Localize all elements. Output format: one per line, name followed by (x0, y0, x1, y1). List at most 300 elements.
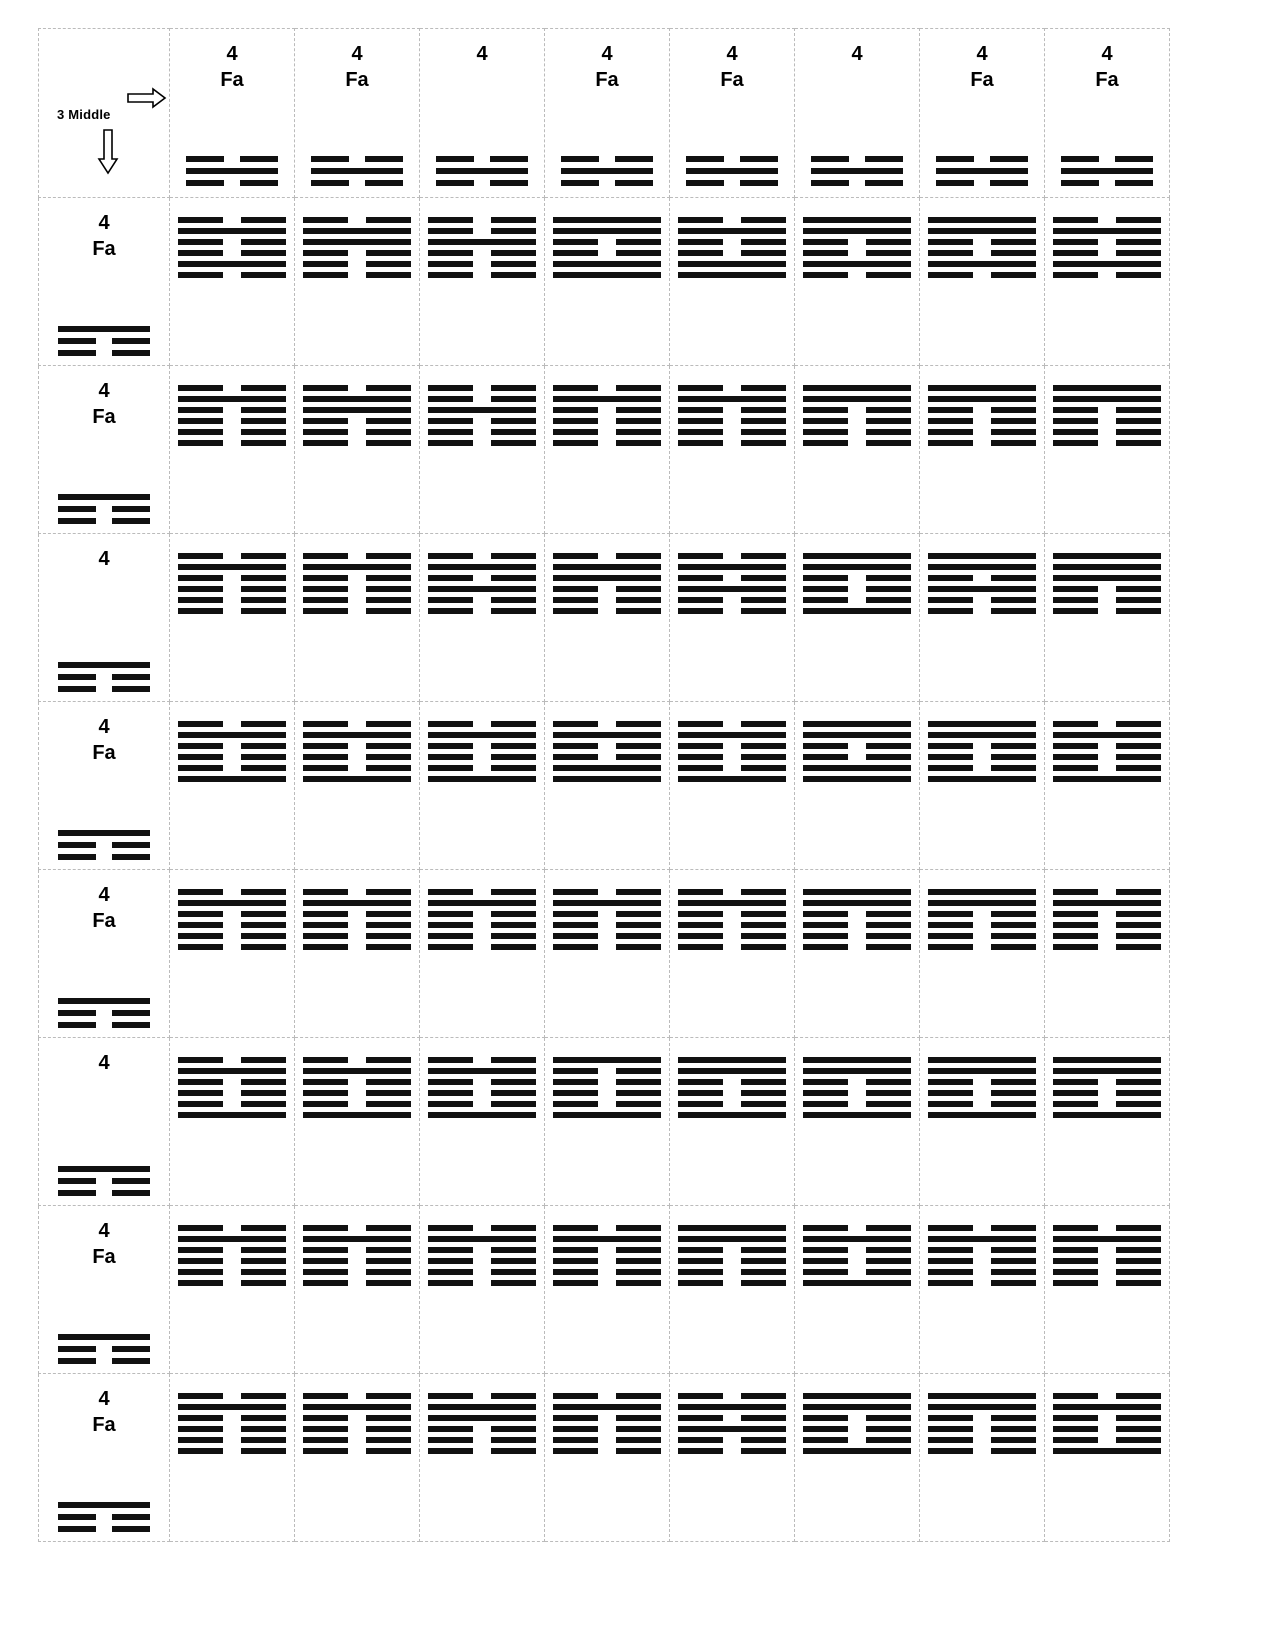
yin-line (303, 1258, 411, 1264)
yin-line (553, 407, 661, 413)
column-header-2 (420, 29, 545, 198)
yin-line (178, 1101, 286, 1107)
hexagram-cell-r5-c7 (1045, 1038, 1170, 1206)
yin-line (178, 575, 286, 581)
yin-line (678, 911, 786, 917)
yin-line (58, 1526, 150, 1532)
yang-line (58, 494, 150, 500)
hexagram (428, 884, 536, 955)
column-number: 4 (726, 43, 738, 65)
row-header-5 (39, 1038, 170, 1206)
yang-line (1061, 168, 1153, 174)
yin-line (303, 597, 411, 603)
yang-line (428, 407, 536, 413)
yang-line (678, 1057, 786, 1063)
row-header-1 (39, 366, 170, 534)
yin-line (428, 272, 536, 278)
yin-line (303, 1393, 411, 1399)
row-number: 4 (98, 1052, 110, 1074)
row-number: 4 (98, 884, 110, 906)
yang-line (178, 228, 286, 234)
yin-line (936, 180, 1028, 186)
yang-line (1053, 1236, 1161, 1242)
hexagram (803, 380, 911, 451)
yin-line (178, 1426, 286, 1432)
hexagram-cell-r2-c7 (1045, 534, 1170, 702)
trigram (58, 992, 150, 1034)
yin-line (303, 1057, 411, 1063)
yin-line (178, 754, 286, 760)
yang-line (553, 1057, 661, 1063)
yang-line (678, 1225, 786, 1231)
hexagram-cell-r2-c1 (295, 534, 420, 702)
hexagram-cell-r0-c5 (795, 198, 920, 366)
yin-line (928, 1280, 1036, 1286)
yin-line (436, 180, 528, 186)
yang-line (303, 396, 411, 402)
yin-line (303, 418, 411, 424)
yang-line (1053, 228, 1161, 234)
yin-line (303, 1101, 411, 1107)
trigram (58, 1496, 150, 1538)
hexagram (678, 548, 786, 619)
hexagram (303, 1220, 411, 1291)
yin-line (803, 250, 911, 256)
trigram (936, 150, 1028, 192)
hexagram-cell-r3-c7 (1045, 702, 1170, 870)
yin-line (178, 1057, 286, 1063)
yin-line (553, 1426, 661, 1432)
hexagram-cell-r6-c5 (795, 1206, 920, 1374)
yin-line (58, 842, 150, 848)
column-header-1 (295, 29, 420, 198)
column-number: 4 (1101, 43, 1113, 65)
yin-line (303, 250, 411, 256)
yin-line (303, 933, 411, 939)
yin-line (303, 261, 411, 267)
yang-line (1053, 900, 1161, 906)
yang-line (553, 272, 661, 278)
hexagram (303, 212, 411, 283)
hexagram-cell-r6-c0 (170, 1206, 295, 1374)
yin-line (803, 586, 911, 592)
yin-line (1053, 1079, 1161, 1085)
yang-line (553, 765, 661, 771)
yang-line (553, 732, 661, 738)
hexagram (928, 1052, 1036, 1123)
yang-line (1053, 776, 1161, 782)
hexagram (428, 380, 536, 451)
yin-line (553, 754, 661, 760)
yin-line (678, 575, 786, 581)
yin-line (928, 272, 1036, 278)
yang-line (303, 228, 411, 234)
yin-line (811, 180, 903, 186)
yin-line (1053, 440, 1161, 446)
hexagram-cell-r3-c4 (670, 702, 795, 870)
yin-line (803, 575, 911, 581)
yin-line (1053, 239, 1161, 245)
yin-line (178, 1415, 286, 1421)
yin-line (803, 933, 911, 939)
yang-line (553, 396, 661, 402)
yin-line (928, 1247, 1036, 1253)
hexagram (1053, 212, 1161, 283)
yin-line (428, 911, 536, 917)
yin-line (1053, 1280, 1161, 1286)
yin-line (303, 743, 411, 749)
yin-line (178, 440, 286, 446)
yang-line (678, 1404, 786, 1410)
yin-line (678, 889, 786, 895)
hexagram (803, 716, 911, 787)
yin-line (178, 1258, 286, 1264)
yin-line (928, 1079, 1036, 1085)
hexagram-cell-r0-c4 (670, 198, 795, 366)
yang-line (428, 1415, 536, 1421)
yang-line (178, 1068, 286, 1074)
yin-line (928, 743, 1036, 749)
yin-line (678, 1415, 786, 1421)
yin-line (58, 1178, 150, 1184)
column-note (420, 65, 544, 95)
hexagram (928, 548, 1036, 619)
trigram (58, 488, 150, 530)
yin-line (803, 1101, 911, 1107)
yang-line (553, 228, 661, 234)
yin-line (428, 1101, 536, 1107)
column-header-3 (545, 29, 670, 198)
yang-line (803, 889, 911, 895)
hexagram-cell-r2-c4 (670, 534, 795, 702)
yin-line (58, 506, 150, 512)
yang-line (553, 1112, 661, 1118)
hexagram (178, 1220, 286, 1291)
yang-line (58, 830, 150, 836)
hexagram (678, 1220, 786, 1291)
yin-line (303, 1090, 411, 1096)
hexagram-cell-r5-c1 (295, 1038, 420, 1206)
arrow-right-icon (127, 87, 167, 109)
hexagram-cell-r3-c0 (170, 702, 295, 870)
yin-line (178, 1247, 286, 1253)
yin-line (303, 1437, 411, 1443)
yin-line (928, 944, 1036, 950)
yin-line (428, 385, 536, 391)
yin-line (553, 1068, 661, 1074)
column-header-4 (670, 29, 795, 198)
yang-line (928, 385, 1036, 391)
yang-line (928, 889, 1036, 895)
yin-line (1061, 180, 1153, 186)
yang-line (803, 217, 911, 223)
yang-line (928, 261, 1036, 267)
yin-line (803, 239, 911, 245)
yang-line (678, 564, 786, 570)
hexagram-cell-r7-c7 (1045, 1374, 1170, 1542)
row-note: Fa (92, 238, 116, 260)
hexagram (678, 212, 786, 283)
yin-line (678, 1247, 786, 1253)
row-note: Fa (92, 1414, 116, 1436)
yang-line (178, 776, 286, 782)
hexagram-cell-r5-c5 (795, 1038, 920, 1206)
column-note: Fa (970, 69, 994, 91)
yin-line (678, 429, 786, 435)
yin-line (303, 1247, 411, 1253)
yin-line (303, 765, 411, 771)
yin-line (178, 1437, 286, 1443)
yang-line (803, 900, 911, 906)
yang-line (678, 900, 786, 906)
column-number: 4 (476, 43, 488, 65)
yin-line (1053, 407, 1161, 413)
hexagram-cell-r7-c6 (920, 1374, 1045, 1542)
yang-line (428, 732, 536, 738)
yin-line (553, 911, 661, 917)
hexagram (553, 548, 661, 619)
yang-line (678, 1236, 786, 1242)
yang-line (803, 1068, 911, 1074)
yin-line (1053, 933, 1161, 939)
yin-line (928, 754, 1036, 760)
yin-line (428, 1448, 536, 1454)
yin-line (553, 1101, 661, 1107)
yin-line (1053, 944, 1161, 950)
yin-line (803, 1247, 911, 1253)
yin-line (58, 1514, 150, 1520)
yang-line (178, 732, 286, 738)
hexagram (303, 548, 411, 619)
yang-line (803, 1057, 911, 1063)
yin-line (178, 586, 286, 592)
yin-line (428, 765, 536, 771)
column-header-7 (1045, 29, 1170, 198)
yang-line (803, 564, 911, 570)
yin-line (1053, 743, 1161, 749)
yin-line (928, 1415, 1036, 1421)
yang-line (803, 553, 911, 559)
trigram (58, 1328, 150, 1370)
yin-line (178, 743, 286, 749)
yang-line (428, 239, 536, 245)
column-number: 4 (851, 43, 863, 65)
yin-line (1053, 1437, 1161, 1443)
yin-line (803, 1426, 911, 1432)
yin-line (803, 922, 911, 928)
corner-cell (39, 29, 170, 198)
yang-line (1053, 261, 1161, 267)
yin-line (928, 407, 1036, 413)
hexagram-cell-r5-c4 (670, 1038, 795, 1206)
yin-line (803, 1269, 911, 1275)
yang-line (303, 1236, 411, 1242)
yang-line (928, 564, 1036, 570)
hexagram (678, 1388, 786, 1459)
yin-line (428, 553, 536, 559)
yang-line (303, 900, 411, 906)
row-header-0 (39, 198, 170, 366)
yin-line (303, 440, 411, 446)
yin-line (928, 1437, 1036, 1443)
yin-line (178, 597, 286, 603)
yang-line (928, 776, 1036, 782)
yin-line (686, 180, 778, 186)
trigram (58, 1160, 150, 1202)
yin-line (678, 250, 786, 256)
yin-line (58, 854, 150, 860)
yin-line (428, 1437, 536, 1443)
yang-line (686, 168, 778, 174)
hexagram-cell-r4-c7 (1045, 870, 1170, 1038)
hexagram-cell-r1-c5 (795, 366, 920, 534)
hexagram (1053, 884, 1161, 955)
column-note: Fa (720, 69, 744, 91)
yin-line (303, 1448, 411, 1454)
hexagram-cell-r4-c5 (795, 870, 920, 1038)
hexagram-cell-r7-c3 (545, 1374, 670, 1542)
row-note: Fa (92, 910, 116, 932)
yin-line (928, 765, 1036, 771)
hexagram-cell-r4-c4 (670, 870, 795, 1038)
yin-line (678, 1090, 786, 1096)
yang-line (553, 261, 661, 267)
yin-line (561, 180, 653, 186)
yin-line (803, 418, 911, 424)
row-note (39, 1074, 169, 1104)
yang-line (186, 168, 278, 174)
hexagram (553, 884, 661, 955)
yang-line (1053, 385, 1161, 391)
yin-line (1053, 250, 1161, 256)
row-header-7 (39, 1374, 170, 1542)
hexagram-cell-r1-c2 (420, 366, 545, 534)
yin-line (928, 1448, 1036, 1454)
yang-line (553, 217, 661, 223)
column-header-5 (795, 29, 920, 198)
yin-line (928, 1090, 1036, 1096)
yang-line (1053, 1448, 1161, 1454)
row-number: 4 (98, 548, 110, 570)
yin-line (428, 608, 536, 614)
yang-line (803, 1236, 911, 1242)
yin-line (178, 418, 286, 424)
yin-line (1053, 1426, 1161, 1432)
yang-line (303, 776, 411, 782)
row-header-2 (39, 534, 170, 702)
hexagram (928, 212, 1036, 283)
yin-line (1053, 429, 1161, 435)
yang-line (803, 732, 911, 738)
hexagram (303, 1388, 411, 1459)
hexagram-cell-r1-c7 (1045, 366, 1170, 534)
yin-line (303, 721, 411, 727)
yang-line (928, 732, 1036, 738)
yin-line (803, 272, 911, 278)
yin-line (58, 674, 150, 680)
column-note (795, 65, 919, 95)
hexagram (928, 1388, 1036, 1459)
yin-line (303, 429, 411, 435)
yang-line (58, 1502, 150, 1508)
hexagram (553, 1052, 661, 1123)
yang-line (1053, 553, 1161, 559)
row-note: Fa (92, 1246, 116, 1268)
yang-line (803, 1404, 911, 1410)
yin-line (678, 1269, 786, 1275)
hexagram (1053, 1388, 1161, 1459)
yang-line (178, 1236, 286, 1242)
yin-line (178, 272, 286, 278)
yin-line (678, 608, 786, 614)
yang-line (928, 900, 1036, 906)
column-number: 4 (976, 43, 988, 65)
yang-line (178, 396, 286, 402)
yang-line (803, 721, 911, 727)
yin-line (928, 1426, 1036, 1432)
yang-line (1053, 1057, 1161, 1063)
yin-line (58, 350, 150, 356)
yin-line (303, 889, 411, 895)
yang-line (428, 776, 536, 782)
yin-line (928, 597, 1036, 603)
yin-line (561, 156, 653, 162)
yin-line (428, 429, 536, 435)
yin-line (186, 180, 278, 186)
hexagram-cell-r1-c4 (670, 366, 795, 534)
yin-line (678, 597, 786, 603)
yin-line (178, 407, 286, 413)
yin-line (303, 575, 411, 581)
yin-line (1053, 1247, 1161, 1253)
yang-line (428, 564, 536, 570)
yang-line (936, 168, 1028, 174)
hexagram (428, 1220, 536, 1291)
yin-line (1053, 1415, 1161, 1421)
yin-line (428, 261, 536, 267)
hexagram (1053, 380, 1161, 451)
yin-line (428, 396, 536, 402)
yang-line (178, 900, 286, 906)
hexagram (1053, 1220, 1161, 1291)
hexagram-cell-r4-c3 (545, 870, 670, 1038)
yang-line (928, 1057, 1036, 1063)
yang-line (803, 261, 911, 267)
yang-line (553, 575, 661, 581)
yin-line (678, 239, 786, 245)
yin-line (553, 250, 661, 256)
yin-line (678, 440, 786, 446)
hexagram-cell-r7-c1 (295, 1374, 420, 1542)
yang-line (58, 998, 150, 1004)
yin-line (303, 1415, 411, 1421)
yin-line (553, 608, 661, 614)
yin-line (303, 1225, 411, 1231)
yin-line (1061, 156, 1153, 162)
yin-line (803, 1090, 911, 1096)
yin-line (803, 754, 911, 760)
yin-line (553, 944, 661, 950)
yin-line (311, 156, 403, 162)
yin-line (678, 418, 786, 424)
hexagram-cell-r7-c4 (670, 1374, 795, 1542)
yang-line (928, 217, 1036, 223)
yin-line (928, 575, 1036, 581)
hexagram-cell-r2-c0 (170, 534, 295, 702)
yin-line (428, 228, 536, 234)
yang-line (928, 1068, 1036, 1074)
hexagram (178, 884, 286, 955)
